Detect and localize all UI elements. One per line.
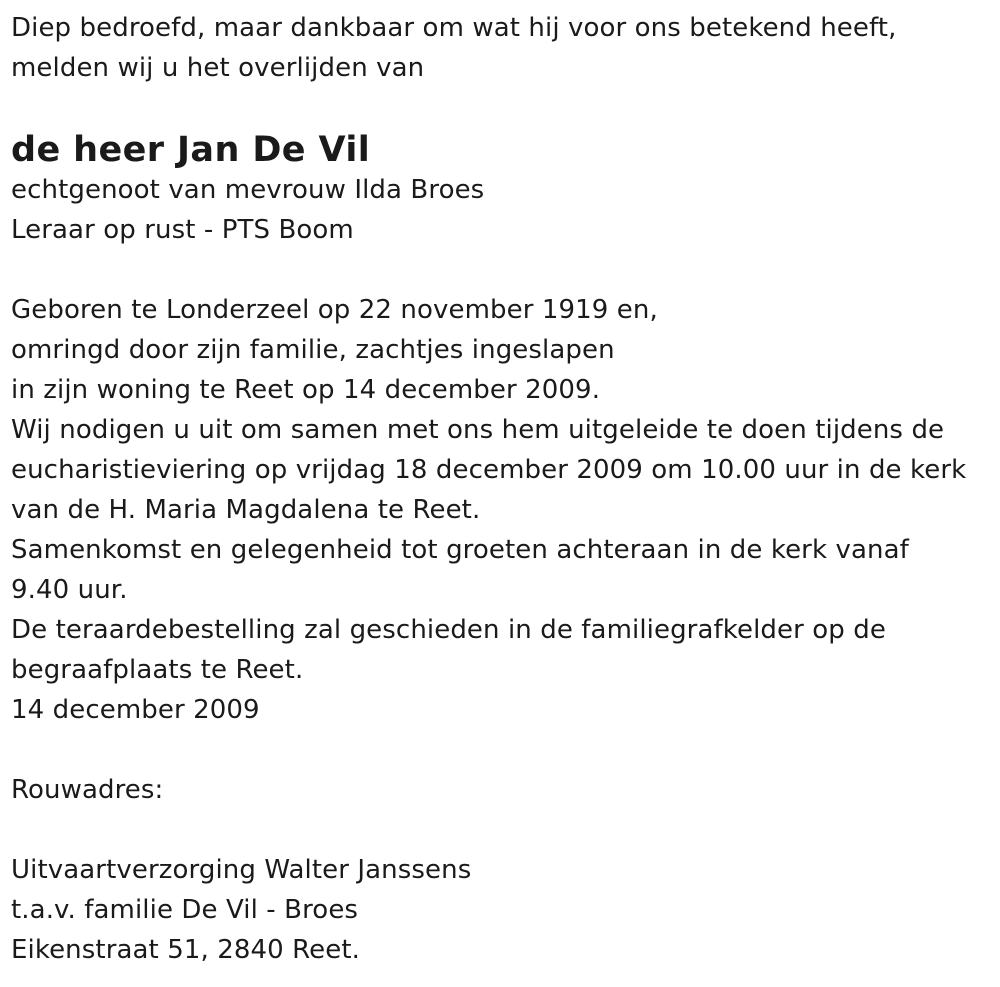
body-line: begraafplaats te Reet. <box>11 655 304 685</box>
body-line: Wij nodigen u uit om samen met ons hem uitgeleide te doen tijdens de <box>11 415 945 445</box>
spacer <box>11 810 1000 850</box>
deceased-name: de heer Jan De Vil <box>11 130 371 170</box>
spacer <box>11 250 1000 290</box>
body-line: 9.40 uur. <box>11 575 128 605</box>
intro-line-2: melden wij u het overlijden van <box>11 53 425 83</box>
body-line: De teraardebestelling zal geschieden in de familiegrafkelder op de <box>11 615 886 645</box>
spacer <box>11 730 1000 770</box>
notice-date: 14 december 2009 <box>11 695 260 725</box>
address-line: Eikenstraat 51, 2840 Reet. <box>11 935 361 965</box>
spouse-line: echtgenoot van mevrouw Ilda Broes <box>11 175 485 205</box>
address-line: Uitvaartverzorging Walter Janssens <box>11 855 472 885</box>
body-line: van de H. Maria Magdalena te Reet. <box>11 495 481 525</box>
body-line: in zijn woning te Reet op 14 december 2009. <box>11 375 601 405</box>
spacer <box>11 88 1000 130</box>
occupation-line: Leraar op rust - PTS Boom <box>11 215 354 245</box>
address-line: t.a.v. familie De Vil - Broes <box>11 895 359 925</box>
body-line: omringd door zijn familie, zachtjes ingeslapen <box>11 335 615 365</box>
body-line: eucharistieviering op vrijdag 18 december 2009 om 10.00 uur in de kerk <box>11 455 967 485</box>
address-heading: Rouwadres: <box>11 775 164 805</box>
body-line: Geboren te Londerzeel op 22 november 1919 en, <box>11 295 658 325</box>
body-line: Samenkomst en gelegenheid tot groeten achteraan in de kerk vanaf <box>11 535 909 565</box>
intro-line-1: Diep bedroefd, maar dankbaar om wat hij voor ons betekend heeft, <box>11 13 897 43</box>
